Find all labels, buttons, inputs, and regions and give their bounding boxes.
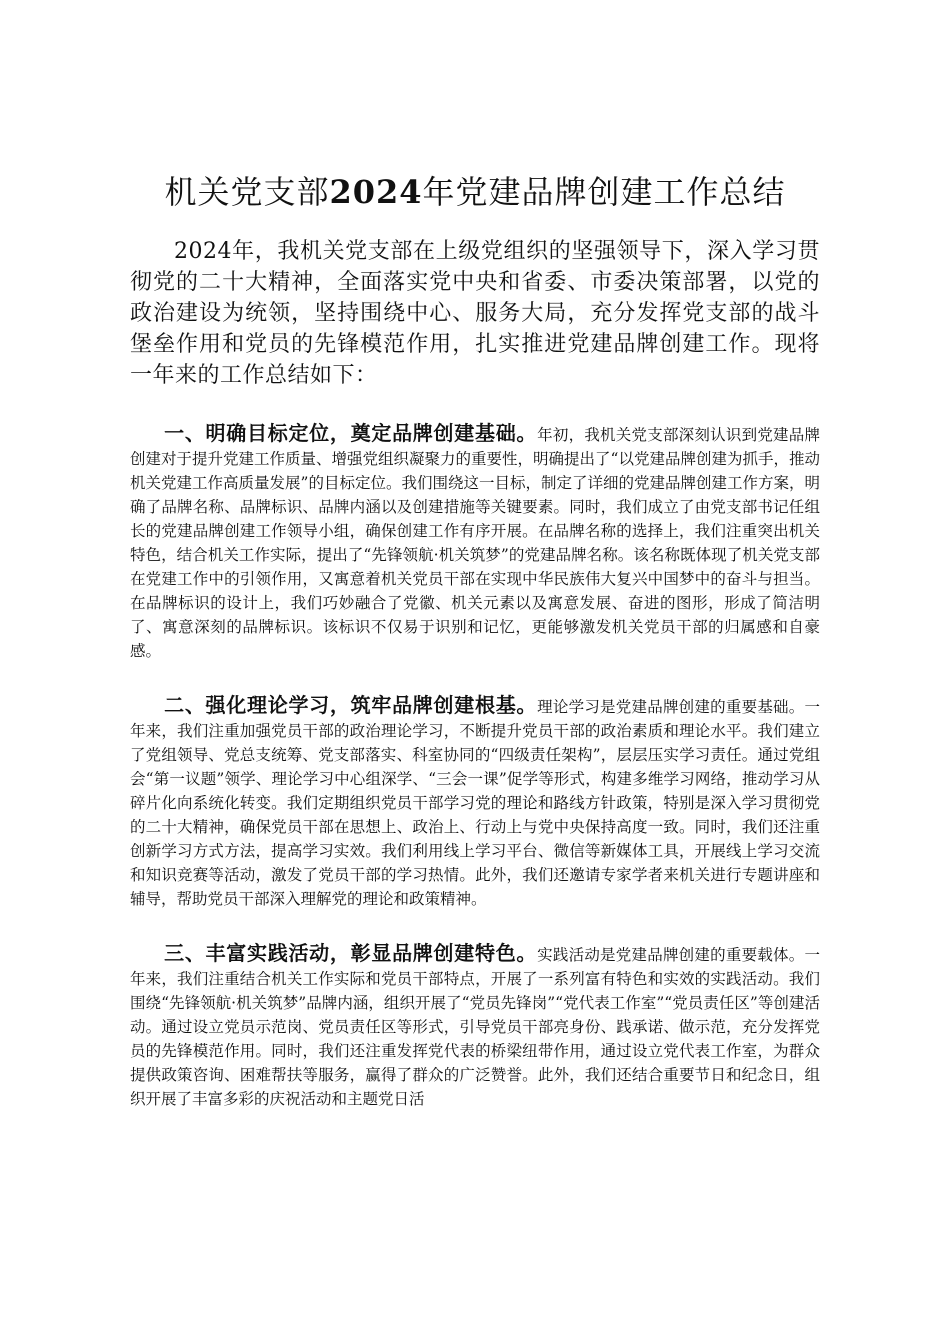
section-3-body: 实践活动是党建品牌创建的重要载体。一年来，我们注重结合机关工作实际和党员干部特点，开展了一系列富有特色和实效的实践活动。我们围绕“先锋领航·机关筑梦”品牌内涵，组织开展了“党员先锋岗”“党代表工作室”“党员责任区”等创建活动。通过设立党员示范岗、党员责任区等形式，引导党员干部亮身份、践承诺、做示范，充分发挥党员的先锋模范作用。同时，我们还注重发挥党代表的桥梁纽带作用，通过设立党代表工作室，为群众提供政策咨询、困难帮扶等服务，赢得了群众的广泛赞誉。此外，我们还结合重要节日和纪念日，组织开展了丰富多彩的庆祝活动和主题党日活 bbox=[130, 946, 820, 1108]
title-prefix: 机关党支部 bbox=[164, 173, 330, 211]
section-1-body: 年初，我机关党支部深刻认识到党建品牌创建对于提升党建工作质量、增强党组织凝聚力的重要性，明确提出了“以党建品牌创建为抓手，推动机关党建工作高质量发展”的目标定位。我们围绕这一目标，制定了详细的党建品牌创建工作方案，明确了品牌名称、品牌标识、品牌内涵以及创建措施等关键要素。同时，我们成立了由党支部书记任组长的党建品牌创建工作领导小组，确保创建工作有序开展。在品牌名称的选择上，我们注重突出机关特色，结合机关工作实际，提出了“先锋领航·机关筑梦”的党建品牌名称。该名称既体现了机关党支部在党建工作中的引领作用，又寓意着机关党员干部在实现中华民族伟大复兴中国梦中的奋斗与担当。在品牌标识的设计上，我们巧妙融合了党徽、机关元素以及寓意发展、奋进的图形，形成了简洁明了、寓意深刻的品牌标识。该标识不仅易于识别和记忆，更能够激发机关党员干部的归属感和自豪感。 bbox=[130, 426, 820, 660]
section-2-body: 理论学习是党建品牌创建的重要基础。一年来，我们注重加强党员干部的政治理论学习，不断提升党员干部的政治素质和理论水平。我们建立了党组领导、党总支统筹、党支部落实、科室协同的“四级责任架构”，层层压实学习责任。通过党组会“第一议题”领学、理论学习中心组深学、“三会一课”促学等形式，构建多维学习网络，推动学习从碎片化向系统化转变。我们定期组织党员干部学习党的理论和路线方针政策，特别是深入学习贯彻党的二十大精神，确保党员干部在思想上、政治上、行动上与党中央保持高度一致。同时，我们还注重创新学习方式方法，提高学习实效。我们利用线上学习平台、微信等新媒体工具，开展线上学习交流和知识竞赛等活动，激发了党员干部的学习热情。此外，我们还邀请专家学者来机关进行专题讲座和辅导，帮助党员干部深入理解党的理论和政策精神。 bbox=[130, 698, 820, 908]
document-title bbox=[130, 170, 820, 214]
title-suffix: 年党建品牌创建工作总结 bbox=[422, 173, 786, 211]
intro-paragraph: 2024年，我机关党支部在上级党组织的坚强领导下，深入学习贯彻党的二十大精神，全面落实党中央和省委、市委决策部署，以党的政治建设为统领，坚持围绕中心、服务大局，充分发挥党支部的战斗堡垒作用和党员的先锋模范作用，扎实推进党建品牌创建工作。现将一年来的工作总结如下： bbox=[130, 239, 820, 388]
section-2-heading: 二、强化理论学习，筑牢品牌创建根基。 bbox=[164, 693, 538, 717]
section-2 bbox=[130, 693, 820, 911]
section-3 bbox=[130, 941, 820, 1111]
document-page bbox=[130, 170, 820, 1111]
section-1 bbox=[130, 421, 820, 663]
title-year: 2024 bbox=[329, 173, 423, 211]
section-3-heading: 三、丰富实践活动，彰显品牌创建特色。 bbox=[164, 941, 538, 965]
section-1-heading: 一、明确目标定位，奠定品牌创建基础。 bbox=[164, 421, 538, 445]
